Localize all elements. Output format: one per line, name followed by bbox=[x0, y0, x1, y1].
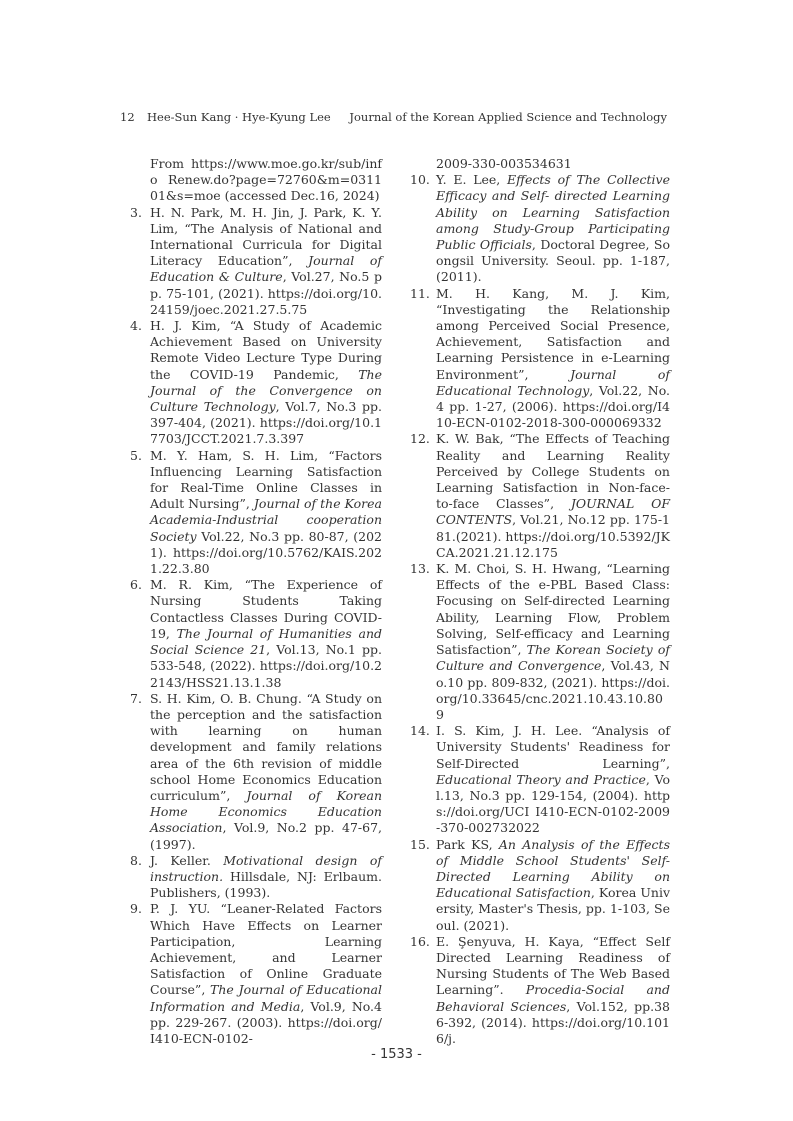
reference-details: , Vol.21, No.12 pp. 175-181.(2021). https://doi.org/10.5392/JKCA.2021.21.12.175 bbox=[436, 512, 671, 560]
reference-item bbox=[410, 561, 670, 723]
reference-text: J. Keller. bbox=[150, 852, 224, 868]
reference-text: From https://www.moe.go.kr/sub/info Renew.do?page=72760&m=031101&s=moe (accessed Dec.16, 2024) bbox=[150, 156, 382, 204]
reference-text: 2009-330-003534631 bbox=[436, 156, 572, 171]
reference-item bbox=[130, 448, 382, 578]
reference-details: , Doctoral Degree, Soongsil University. Seoul. pp. 1-187, (2011). bbox=[436, 237, 671, 285]
reference-item bbox=[130, 205, 382, 318]
reference-source-title: Journal of Education & Culture bbox=[150, 253, 382, 285]
reference-details: , Vol.7, No.3 pp.397-404, (2021). https://doi.org/10.17703/JCCT.2021.7.3.397 bbox=[150, 399, 382, 447]
reference-source-title: The Journal of Humanities and Social Science 21 bbox=[150, 625, 382, 658]
reference-details: , Vol.9, No.4 pp. 229-267. (2003). https://doi.org/I410-ECN-0102- bbox=[150, 998, 382, 1046]
reference-item bbox=[410, 934, 670, 1047]
reference-number: 10. bbox=[410, 172, 430, 188]
reference-details: , Korea University, Master's Thesis, pp. 1-103, Seoul. (2021). bbox=[436, 885, 671, 933]
reference-source-title: The Journal of the Convergence on Culture Technology bbox=[150, 366, 382, 415]
reference-number: 8. bbox=[130, 852, 142, 868]
reference-number: 6. bbox=[130, 577, 142, 593]
reference-item bbox=[410, 172, 670, 285]
header-authors: Hee-Sun Kang · Hye-Kyung Lee bbox=[147, 110, 331, 124]
reference-source-title: The Journal of Educational Information and Media bbox=[150, 982, 382, 1014]
page-footer-number: - 1533 - bbox=[371, 1047, 422, 1062]
reference-details: , Vol.13, No.1 pp. 533-548, (2022). https://doi.org/10.22143/HSS21.13.1.38 bbox=[150, 642, 382, 690]
reference-item bbox=[130, 318, 382, 448]
reference-number: 4. bbox=[130, 318, 142, 334]
reference-text: H. J. Kim, “A Study of Academic Achievement Based on University Remote Video Lecture Type During the COVID-19 Pandemic, bbox=[150, 318, 382, 382]
reference-number: 14. bbox=[410, 723, 430, 739]
header-page-number: 12 bbox=[120, 110, 135, 124]
reference-text: P. J. YU. “Leaner-Related Factors Which Have Effects on Learner Participation, Learning Achievement, and Learner Satisfaction of Online Graduate Course”, bbox=[150, 901, 382, 998]
reference-source-title: Procedia-Social and Behavioral Sciences bbox=[436, 982, 670, 1014]
reference-text: S. H. Kim, O. B. Chung. “A Study on the perception and the satisfaction with learning on human development and family relations area of the 6th revision of middle school Home Economics Education curriculum”, bbox=[150, 690, 382, 803]
reference-details: Vol.22, No.3 pp. 80-87, (2021). https://doi.org/10.5762/KAIS.2021.22.3.80 bbox=[150, 528, 382, 577]
reference-text: K. M. Choi, S. H. Hwang, “Learning Effects of the e-PBL Based Class: Focusing on Self-directed Learning Ability, Learning Flow, Problem Solving, Self-efficacy and Learning Satisfaction”, bbox=[436, 561, 670, 658]
reference-continuation bbox=[130, 156, 382, 205]
reference-text: I. S. Kim, J. H. Lee. “Analysis of University Students' Readiness for Self-Directed Learning”, bbox=[436, 723, 670, 771]
reference-text: Y. E. Lee, bbox=[436, 172, 508, 188]
reference-item bbox=[130, 901, 382, 1047]
reference-source-title: The Korean Society of Culture and Convergence bbox=[436, 642, 670, 674]
reference-item bbox=[130, 691, 382, 853]
reference-details: , Vol.152, pp.386-392, (2014). https://doi.org/10.1016/j. bbox=[436, 998, 670, 1046]
reference-details: , Vol.9, No.2 pp. 47-67, (1997). bbox=[150, 820, 382, 852]
reference-number: 3. bbox=[130, 204, 142, 220]
reference-number: 11. bbox=[410, 285, 430, 301]
reference-source-title: Journal of Educational Technology bbox=[436, 366, 670, 398]
reference-item bbox=[410, 286, 670, 432]
references-right-column bbox=[410, 156, 670, 1047]
header-journal-title: Journal of the Korean Applied Science and Technology bbox=[349, 110, 667, 124]
reference-number: 5. bbox=[130, 447, 142, 463]
reference-item bbox=[130, 577, 382, 690]
reference-number: 15. bbox=[410, 836, 430, 852]
reference-text: M. H. Kang, M. J. Kim, “Investigating the Relationship among Perceived Social Presence, Achievement, Satisfaction and Learning Persistence in e-Learning Environment”, bbox=[436, 285, 670, 382]
reference-text: M. Y. Ham, S. H. Lim, “Factors Influencing Learning Satisfaction for Real-Time Online Classes in Adult Nursing”, bbox=[150, 447, 382, 512]
reference-number: 16. bbox=[410, 933, 430, 949]
reference-source-title: An Analysis of the Effects of Middle School Students' Self-Directed Learning Ability on Educational Satisfaction bbox=[436, 836, 670, 901]
reference-item bbox=[130, 853, 382, 902]
references-left-column bbox=[130, 156, 382, 1047]
reference-details: , Vol.43, No.10 pp. 809-832, (2021). https://doi.org/10.33645/cnc.2021.10.43.10.809 bbox=[436, 658, 670, 722]
reference-source-title: JOURNAL OF CONTENTS bbox=[436, 496, 670, 528]
reference-details: , Vol.22, No.4 pp. 1-27, (2006). https://doi.org/I410-ECN-0102-2018-300-000069332 bbox=[436, 382, 670, 431]
reference-source-title: Motivational design of instruction. bbox=[150, 852, 382, 884]
reference-number: 7. bbox=[130, 690, 142, 706]
reference-details: , Vol.13, No.3 pp. 129-154, (2004). https://doi.org/UCI I410-ECN-0102-2009-370-002732022 bbox=[436, 771, 670, 836]
reference-source-title: Journal of the Korea Academia-Industrial cooperation Society bbox=[150, 496, 382, 544]
reference-text: Park KS, bbox=[436, 836, 499, 852]
reference-continuation bbox=[410, 156, 670, 172]
reference-text: E. Şenyuva, H. Kaya, “Effect Self Directed Learning Readiness of Nursing Students of The Web Based Learning”. bbox=[436, 933, 670, 998]
reference-item bbox=[410, 723, 670, 836]
reference-text: H. N. Park, M. H. Jin, J. Park, K. Y. Lim, “The Analysis of National and International Curricula for Digital Literacy Education”, bbox=[150, 204, 382, 269]
reference-details: , Vol.27, No.5 pp. 75-101, (2021). https://doi.org/10.24159/joec.2021.27.5.75 bbox=[150, 269, 382, 317]
reference-number: 9. bbox=[130, 901, 142, 917]
reference-text: M. R. Kim, “The Experience of Nursing Students Taking Contactless Classes During COVID-19, bbox=[150, 577, 382, 641]
reference-source-title: Effects of The Collective Efficacy and Self- directed Learning Ability on Learning Satisfaction among Study-Group Participating Public Officials bbox=[436, 172, 670, 253]
reference-details: Hillsdale, NJ: Erlbaum. Publishers, (1993). bbox=[150, 868, 382, 901]
reference-item bbox=[410, 837, 670, 934]
reference-item bbox=[410, 431, 670, 561]
reference-number: 12. bbox=[410, 431, 430, 447]
reference-text: K. W. Bak, “The Effects of Teaching Reality and Learning Reality Perceived by College Students on Learning Satisfaction in Non-face-to-face Classes”, bbox=[436, 431, 670, 512]
reference-source-title: Journal of Korean Home Economics Education Association bbox=[150, 787, 382, 836]
running-header bbox=[120, 110, 667, 128]
reference-source-title: Educational Theory and Practice bbox=[436, 771, 646, 787]
reference-number: 13. bbox=[410, 561, 430, 577]
